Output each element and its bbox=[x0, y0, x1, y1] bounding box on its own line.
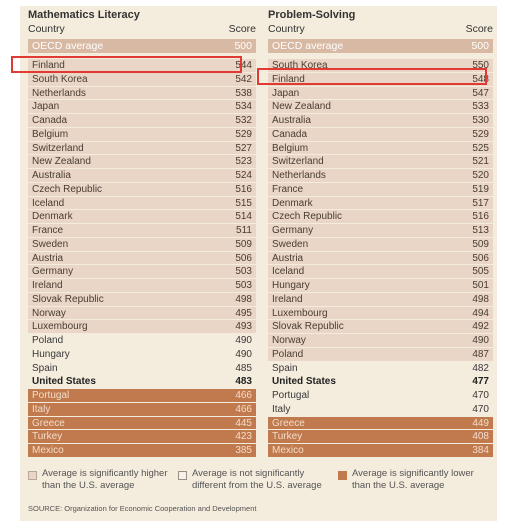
country-row bbox=[28, 307, 256, 321]
country-score: 547 bbox=[472, 87, 489, 99]
country-row bbox=[28, 252, 256, 266]
country-score: 470 bbox=[472, 403, 489, 415]
country-row bbox=[28, 265, 256, 279]
oecd-score: 500 bbox=[471, 40, 489, 52]
country-row bbox=[28, 142, 256, 156]
country-score: 519 bbox=[472, 183, 489, 195]
country-name: Finland bbox=[32, 60, 65, 71]
country-score: 408 bbox=[472, 431, 489, 443]
country-name: Czech Republic bbox=[32, 183, 103, 195]
country-row bbox=[268, 183, 493, 197]
legend-text-above: Average is significantly higher than the U.S. average bbox=[42, 468, 168, 491]
country-score: 477 bbox=[472, 376, 489, 388]
country-row bbox=[28, 348, 256, 362]
country-score: 485 bbox=[235, 362, 252, 374]
country-row bbox=[268, 87, 493, 101]
legend-swatch-same bbox=[178, 471, 187, 480]
country-row bbox=[268, 155, 493, 169]
country-name: Slovak Republic bbox=[272, 321, 344, 333]
problem-country-header: Country bbox=[268, 23, 305, 35]
country-row bbox=[28, 279, 256, 293]
country-row bbox=[268, 197, 493, 211]
country-row bbox=[268, 293, 493, 307]
country-score: 509 bbox=[235, 238, 252, 250]
country-row bbox=[268, 224, 493, 238]
country-score: 449 bbox=[472, 417, 489, 429]
country-name: United States bbox=[272, 376, 336, 388]
country-score: 503 bbox=[235, 280, 252, 291]
country-score: 542 bbox=[235, 73, 252, 85]
country-row bbox=[28, 334, 256, 348]
oecd-label: OECD average bbox=[272, 40, 344, 52]
country-row bbox=[28, 197, 256, 211]
country-name: Austria bbox=[32, 252, 64, 264]
country-name: Australia bbox=[32, 170, 71, 181]
country-score: 525 bbox=[472, 142, 489, 154]
country-name: South Korea bbox=[272, 60, 328, 71]
country-name: France bbox=[272, 183, 304, 195]
country-score: 490 bbox=[472, 335, 489, 346]
country-name: Luxembourg bbox=[32, 321, 88, 333]
source-note: SOURCE: Organization for Economic Cooperation and Development bbox=[28, 504, 257, 513]
problem-column-headers bbox=[268, 22, 493, 36]
country-score: 511 bbox=[236, 225, 252, 236]
country-score: 385 bbox=[235, 445, 252, 456]
country-score: 516 bbox=[472, 211, 489, 223]
country-row bbox=[268, 362, 493, 376]
country-row bbox=[268, 279, 493, 293]
country-score: 538 bbox=[235, 87, 252, 99]
country-score: 550 bbox=[472, 60, 489, 71]
country-row bbox=[28, 100, 256, 114]
country-name: Canada bbox=[272, 128, 308, 140]
country-score: 487 bbox=[472, 348, 489, 360]
country-score: 548 bbox=[472, 73, 489, 85]
country-name: Canada bbox=[32, 115, 68, 126]
legend-swatch-above bbox=[28, 471, 37, 480]
country-row bbox=[28, 403, 256, 417]
country-row bbox=[28, 114, 256, 128]
country-name: Italy bbox=[272, 403, 291, 415]
country-score: 466 bbox=[235, 403, 252, 415]
country-row bbox=[268, 334, 493, 348]
country-row bbox=[268, 444, 493, 458]
country-score: 493 bbox=[235, 321, 252, 333]
country-name: Ireland bbox=[32, 280, 63, 291]
country-name: Sweden bbox=[32, 238, 69, 250]
country-score: 505 bbox=[472, 266, 489, 278]
legend-item-below bbox=[338, 468, 487, 492]
country-score: 530 bbox=[472, 115, 489, 126]
country-name: Spain bbox=[272, 362, 298, 374]
country-score: 513 bbox=[472, 225, 489, 236]
country-name: South Korea bbox=[32, 73, 88, 85]
country-row bbox=[28, 362, 256, 376]
country-name: Germany bbox=[272, 225, 314, 236]
country-row bbox=[28, 293, 256, 307]
country-score: 445 bbox=[235, 417, 252, 429]
country-name: Denmark bbox=[32, 211, 73, 223]
country-score: 520 bbox=[472, 170, 489, 181]
country-name: Sweden bbox=[272, 238, 309, 250]
country-name: Hungary bbox=[32, 348, 70, 360]
country-name: Greece bbox=[272, 417, 305, 429]
oecd-score: 500 bbox=[234, 40, 252, 52]
country-row bbox=[28, 155, 256, 169]
country-row bbox=[28, 238, 256, 252]
country-name: Iceland bbox=[32, 197, 65, 209]
country-score: 490 bbox=[235, 335, 252, 346]
country-name: Japan bbox=[32, 101, 60, 113]
country-row bbox=[28, 73, 256, 87]
country-score: 529 bbox=[472, 128, 489, 140]
country-row bbox=[268, 348, 493, 362]
country-name: Ireland bbox=[272, 293, 303, 305]
country-score: 514 bbox=[235, 211, 252, 223]
country-row bbox=[268, 128, 493, 142]
country-row bbox=[268, 307, 493, 321]
country-name: Australia bbox=[272, 115, 311, 126]
legend-text-below: Average is significantly lower than the U.S. average bbox=[352, 468, 474, 491]
country-row bbox=[28, 87, 256, 101]
country-score: 517 bbox=[472, 197, 489, 209]
country-name: United States bbox=[32, 376, 96, 388]
country-name: Iceland bbox=[272, 266, 305, 278]
country-score: 529 bbox=[235, 128, 252, 140]
country-name: Hungary bbox=[272, 280, 310, 291]
country-row bbox=[28, 417, 256, 431]
country-row bbox=[28, 183, 256, 197]
country-name: Belgium bbox=[272, 142, 309, 154]
country-score: 523 bbox=[235, 156, 252, 168]
math-oecd-average-row bbox=[28, 39, 256, 53]
legend-text-same: Average is not significantly different from the U.S. average bbox=[192, 468, 322, 491]
country-score: 492 bbox=[472, 321, 489, 333]
country-row bbox=[268, 252, 493, 266]
legend bbox=[28, 468, 488, 498]
country-score: 495 bbox=[235, 307, 252, 319]
country-name: Netherlands bbox=[272, 170, 326, 181]
country-score: 521 bbox=[472, 156, 489, 168]
math-column-headers bbox=[28, 22, 256, 36]
country-name: Poland bbox=[272, 348, 304, 360]
country-score: 466 bbox=[235, 390, 252, 401]
country-name: Norway bbox=[32, 307, 66, 319]
country-row bbox=[268, 169, 493, 183]
country-score: 503 bbox=[235, 266, 252, 278]
country-score: 490 bbox=[235, 348, 252, 360]
country-row bbox=[268, 320, 493, 334]
country-row bbox=[28, 169, 256, 183]
problem-country-list bbox=[268, 59, 493, 458]
country-score: 498 bbox=[235, 293, 252, 305]
finland-problem-highlight-box bbox=[257, 68, 487, 85]
country-score: 384 bbox=[472, 445, 489, 456]
country-score: 532 bbox=[235, 115, 252, 126]
country-row bbox=[28, 389, 256, 403]
problem-panel-title: Problem-Solving bbox=[268, 9, 356, 21]
country-score: 515 bbox=[235, 197, 252, 209]
country-score: 423 bbox=[235, 431, 252, 443]
country-score: 482 bbox=[472, 362, 489, 374]
country-name: Turkey bbox=[32, 431, 63, 443]
country-score: 498 bbox=[472, 293, 489, 305]
country-score: 544 bbox=[235, 60, 252, 71]
country-score: 483 bbox=[235, 376, 252, 388]
math-score-header: Score bbox=[228, 23, 256, 35]
country-name: New Zealand bbox=[32, 156, 91, 168]
country-row bbox=[28, 210, 256, 224]
country-score: 494 bbox=[472, 307, 489, 319]
country-name: Portugal bbox=[32, 390, 70, 401]
country-score: 534 bbox=[235, 101, 252, 113]
country-name: Portugal bbox=[272, 390, 310, 401]
country-name: Netherlands bbox=[32, 87, 86, 99]
country-name: Turkey bbox=[272, 431, 303, 443]
legend-swatch-below bbox=[338, 471, 347, 480]
math-country-header: Country bbox=[28, 23, 65, 35]
country-row bbox=[268, 238, 493, 252]
country-name: Italy bbox=[32, 403, 51, 415]
country-row bbox=[28, 375, 256, 389]
country-name: Luxembourg bbox=[272, 307, 328, 319]
problem-oecd-average-row bbox=[268, 39, 493, 53]
country-row bbox=[28, 320, 256, 334]
country-row bbox=[268, 265, 493, 279]
legend-item-above bbox=[28, 468, 172, 492]
country-row bbox=[28, 444, 256, 458]
country-score: 470 bbox=[472, 390, 489, 401]
country-score: 524 bbox=[235, 170, 252, 181]
country-name: Poland bbox=[32, 335, 64, 346]
country-name: Germany bbox=[32, 266, 74, 278]
country-score: 501 bbox=[472, 280, 489, 291]
math-country-list bbox=[28, 59, 256, 458]
country-name: Slovak Republic bbox=[32, 293, 104, 305]
country-row bbox=[28, 224, 256, 238]
country-row bbox=[268, 417, 493, 431]
country-score: 527 bbox=[235, 142, 252, 154]
country-name: New Zealand bbox=[272, 101, 331, 113]
country-row bbox=[268, 142, 493, 156]
country-name: France bbox=[32, 225, 64, 236]
country-row bbox=[268, 114, 493, 128]
oecd-label: OECD average bbox=[32, 40, 104, 52]
country-row bbox=[268, 210, 493, 224]
country-name: Denmark bbox=[272, 197, 313, 209]
country-name: Norway bbox=[272, 335, 306, 346]
country-name: Japan bbox=[272, 87, 300, 99]
country-name: Switzerland bbox=[272, 156, 324, 168]
problem-score-header: Score bbox=[465, 23, 493, 35]
country-score: 509 bbox=[472, 238, 489, 250]
country-name: Belgium bbox=[32, 128, 69, 140]
country-name: Greece bbox=[32, 417, 65, 429]
country-row bbox=[268, 100, 493, 114]
country-name: Finland bbox=[272, 73, 305, 85]
country-name: Czech Republic bbox=[272, 211, 343, 223]
legend-item-same bbox=[178, 468, 337, 492]
country-row bbox=[268, 430, 493, 444]
country-row bbox=[268, 375, 493, 389]
country-score: 506 bbox=[235, 252, 252, 264]
country-score: 516 bbox=[235, 183, 252, 195]
finland-math-highlight-box bbox=[11, 56, 242, 73]
country-row bbox=[268, 389, 493, 403]
math-panel-title: Mathematics Literacy bbox=[28, 9, 140, 21]
country-name: Austria bbox=[272, 252, 304, 264]
country-name: Mexico bbox=[272, 445, 304, 456]
country-score: 506 bbox=[472, 252, 489, 264]
country-row bbox=[28, 430, 256, 444]
country-name: Spain bbox=[32, 362, 58, 374]
country-row bbox=[28, 128, 256, 142]
country-name: Switzerland bbox=[32, 142, 84, 154]
country-row bbox=[268, 403, 493, 417]
math-literacy-panel bbox=[28, 6, 256, 458]
country-score: 533 bbox=[472, 101, 489, 113]
country-name: Mexico bbox=[32, 445, 64, 456]
